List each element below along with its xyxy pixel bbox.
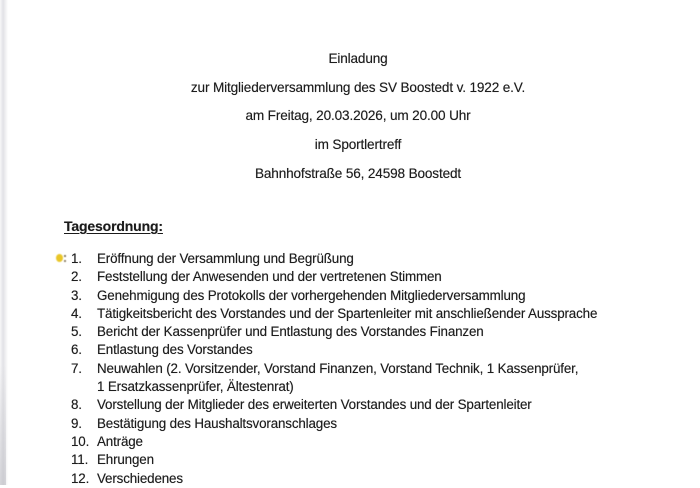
meeting-date-line: am Freitag, 20.03.2026, um 20.00 Uhr	[245, 108, 471, 124]
agenda-item-text: Genehmigung des Protokolls der vorhergehenden Mitgliederversammlung	[97, 287, 526, 303]
agenda-item-number: 1.	[71, 251, 82, 266]
meeting-venue-line: im Sportlertreff	[314, 137, 402, 153]
agenda-list	[71, 250, 651, 488]
agenda-item-text: Bericht der Kassenprüfer und Entlastung des Vorstandes Finanzen	[97, 324, 484, 340]
agenda-item	[71, 287, 651, 305]
agenda-heading: Tagesordnung:	[64, 218, 163, 234]
agenda-item	[71, 305, 651, 323]
meeting-address-line: Bahnhofstraße 56, 24598 Boostedt	[254, 165, 462, 181]
agenda-item	[71, 470, 651, 488]
agenda-item	[71, 433, 651, 451]
agenda-item-text: Entlastung des Vorstandes	[97, 342, 253, 358]
agenda-item-text: Eröffnung der Versammlung und Begrüßung	[97, 251, 354, 266]
agenda-item	[71, 341, 651, 359]
agenda-item	[71, 268, 651, 286]
agenda-item-text: Tätigkeitsbericht des Vorstandes und der Spartenleiter mit anschließender Aussprache	[97, 305, 598, 321]
agenda-item	[71, 250, 651, 268]
agenda-item-text: Anträge	[97, 433, 143, 449]
agenda-item-number: 6.	[71, 342, 82, 358]
document-title: Einladung	[328, 51, 388, 66]
agenda-item-text: Neuwahlen (2. Vorsitzender, Vorstand Finanzen, Vorstand Technik, 1 Kassenprüfer, 1 Ersatzkassenprüfer, Ältestenrat)	[97, 360, 651, 397]
agenda-item-number: 3.	[71, 287, 82, 303]
agenda-item-text: Bestätigung des Haushaltsvoranschlages	[97, 415, 337, 431]
scan-edge-shadow-artifact	[0, 365, 6, 485]
agenda-item-text: Ehrungen	[97, 452, 154, 468]
highlight-mark-artifact	[56, 254, 63, 262]
ink-speck-artifact	[64, 260, 66, 262]
agenda-item	[71, 451, 651, 469]
agenda-item-number: 4.	[71, 305, 82, 321]
agenda-item-text-continuation: 1 Ersatzkassenprüfer, Ältestenrat)	[97, 379, 294, 395]
agenda-item-number: 9.	[71, 415, 82, 431]
agenda-item-text: Feststellung der Anwesenden und der vertretenen Stimmen	[97, 269, 442, 285]
ink-speck-artifact	[64, 255, 66, 257]
agenda-item-text: Vorstellung der Mitglieder des erweiterten Vorstandes und der Spartenleiter	[97, 397, 532, 413]
letter-header	[8, 45, 700, 189]
agenda-item	[71, 415, 651, 433]
agenda-item-number: 12.	[71, 470, 90, 486]
agenda-item-text: Verschiedenes	[97, 470, 183, 486]
agenda-item-number: 7.	[71, 360, 82, 376]
agenda-item	[71, 323, 651, 341]
agenda-item	[71, 360, 651, 397]
agenda-item-number: 8.	[71, 397, 82, 413]
meeting-subject-line: zur Mitgliederversammlung des SV Boostedt v. 1922 e.V.	[190, 79, 526, 95]
agenda-item-number: 10.	[71, 433, 90, 449]
agenda-item-number: 11.	[71, 452, 89, 468]
agenda-item-number: 2.	[71, 269, 82, 285]
agenda-item-number: 5.	[71, 324, 82, 340]
agenda-item	[71, 396, 651, 414]
